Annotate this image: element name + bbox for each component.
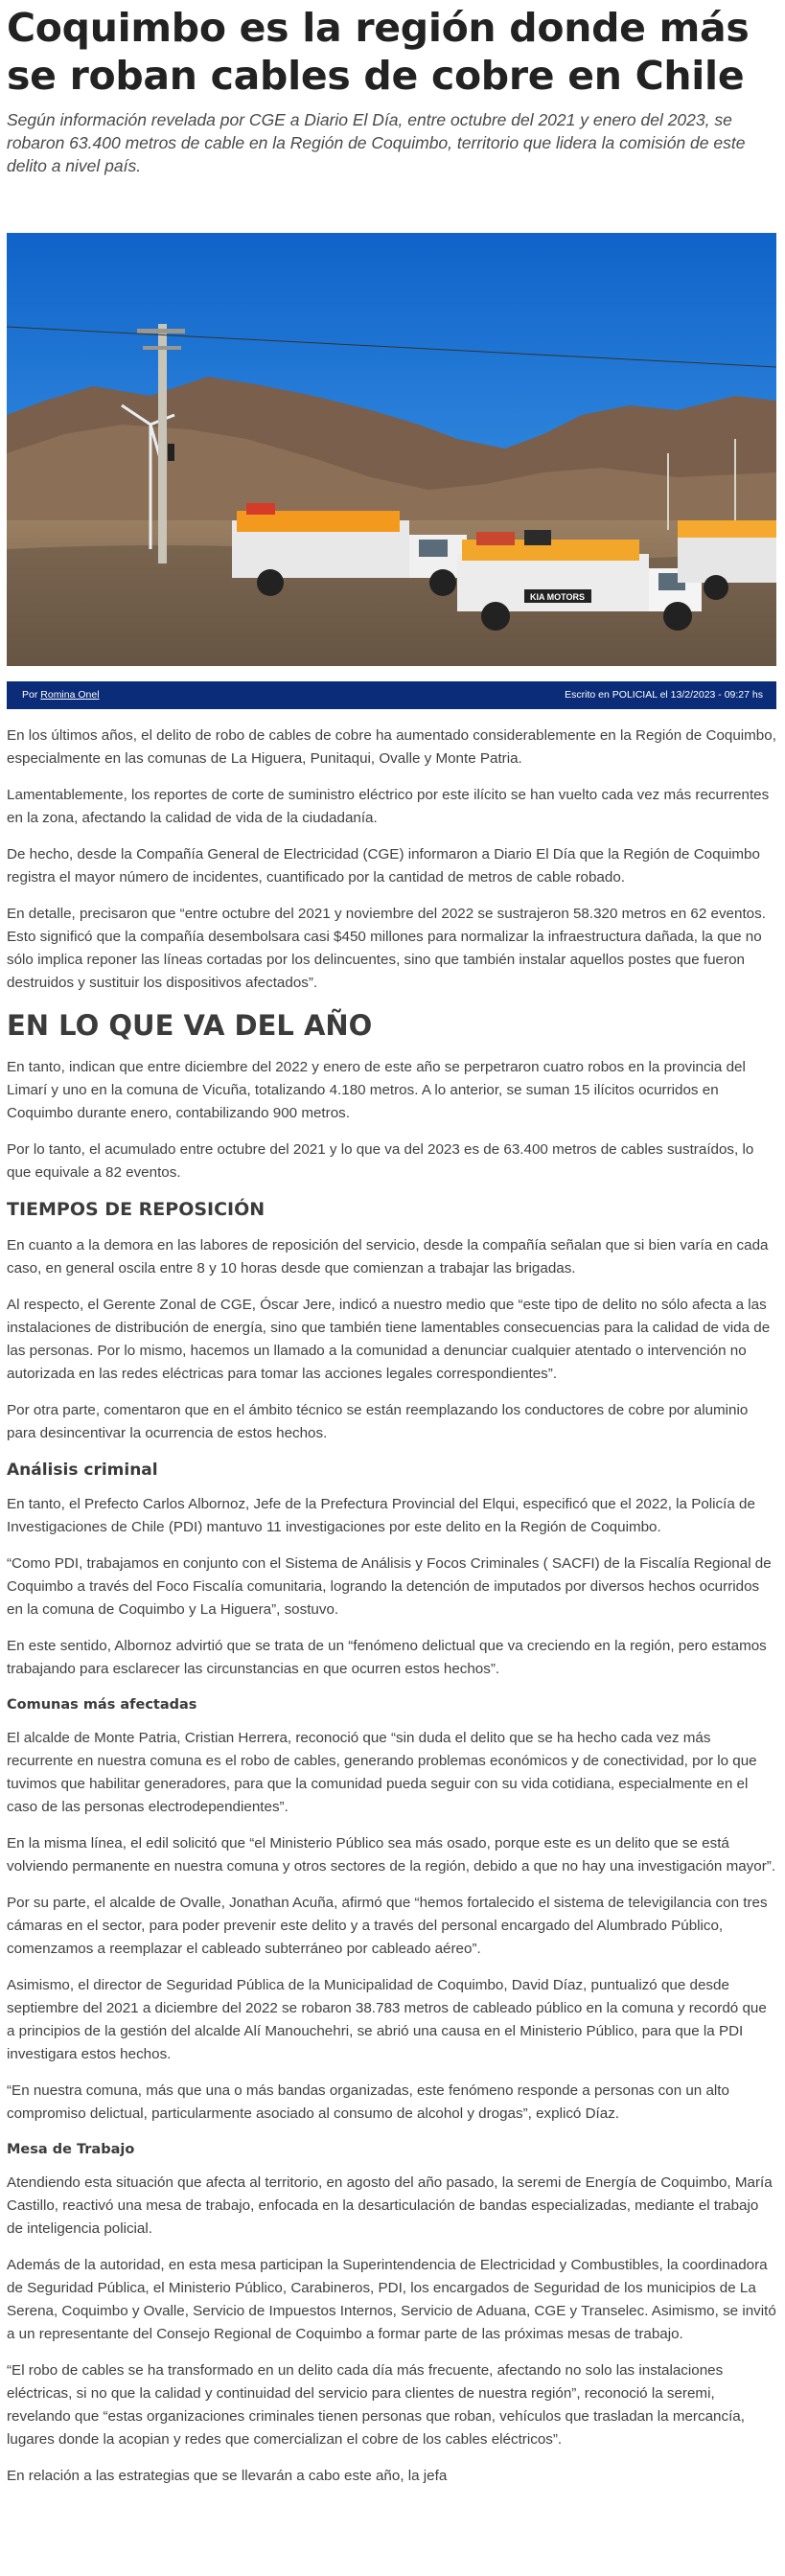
paragraph: El alcalde de Monte Patria, Cristian Herrera, reconoció que “sin duda el delito que se ha hecho cada vez más recurrente en nuestra comuna es el robo de cables, generando problemas económicos y de conectividad, por lo que tuvimos que habilitar generadores, para que la comunidad pueda seguir con su vida cotidiana, especialmente en el caso de las personas electrodependientes”. — [7, 1730, 757, 1815]
article — [7, 0, 776, 2484]
paragraph: Al respecto, el Gerente Zonal de CGE, Óscar Jere, indicó a nuestro medio que “este tipo de delito no sólo afecta a las instalaciones de distribución de energía, sino que también tiene lamentables consecuencias para la calidad de vida de las personas. Por lo mismo, hacemos un llamado a la comunidad a denunciar cualquier atentado o intervención no autorizada en las redes eléctricas para tomar las acciones legales correspondientes”. — [7, 1297, 771, 1382]
paragraph: En detalle, precisaron que “entre octubre del 2021 y noviembre del 2022 se sustrajeron 58.320 metros en 62 eventos. Esto significó que la compañía desembolsara casi $450 millones para normalizar la infraestructura dañada, la que no sólo implica reponer las líneas cortadas por los delincuentes, sino que también instalar aquellos postes que fueron destruidos y sustituir los dispositivos afectados”. — [7, 906, 766, 991]
article-title: Coquimbo es la región donde más se roban cables de cobre en Chile — [7, 5, 750, 99]
article-lead: Según información revelada por CGE a Diario El Día, entre octubre del 2021 y enero del 2023, se robaron 63.400 metros de cable en la Región de Coquimbo, territorio que lidera la comisión de este delito a nivel país. — [7, 110, 746, 175]
section-heading: TIEMPOS DE REPOSICIÓN — [7, 1199, 266, 1220]
paragraph: Por otra parte, comentaron que en el ámbito técnico se están reemplazando los conductores de cobre por aluminio para desincentivar la ocurrencia de estos hechos. — [7, 1402, 749, 1441]
author-link[interactable]: Romina Onel — [40, 689, 100, 701]
paragraph: En cuanto a la demora en las labores de reposición del servicio, desde la compañía señalan que si bien varía en cada caso, en general oscila entre 8 y 10 horas desde que comienzan a trabajar las brigadas. — [7, 1237, 769, 1276]
paragraph: En este sentido, Albornoz advirtió que se trata de un “fenómeno delictual que va creciendo en la región, pero estamos trabajando para esclarecer las circunstancias en que ocurren estos hechos”. — [7, 1638, 767, 1677]
article-body — [7, 724, 776, 2501]
paragraph: En tanto, indican que entre diciembre del 2022 y enero de este año se perpetraron cuatro robos en la provincia del Limarí y uno en la comuna de Vicuña, totalizando 4.180 metros. A lo anterior, se suman 15 ilícitos ocurridos en Coquimbo durante enero, contabilizando 900 metros. — [7, 1059, 746, 1121]
article-photo[interactable] — [7, 233, 776, 666]
section-heading: Comunas más afectadas — [7, 1697, 197, 1713]
photo-scene — [7, 233, 776, 666]
paragraph: “Como PDI, trabajamos en conjunto con el Sistema de Análisis y Focos Criminales ( SACFI) de la Fiscalía Regional de Coquimbo a través del Foco Fiscalía comunitaria, logrando la detención de imputados por diversos hechos ocurridos en la comuna de Coquimbo y La Higuera”, sostuvo. — [7, 1555, 772, 1618]
paragraph: En tanto, el Prefecto Carlos Albornoz, Jefe de la Prefectura Provincial del Elqui, especificó que el 2022, la Policía de Investigaciones de Chile (PDI) mantuvo 11 investigaciones por este delito en la Región de Coquimbo. — [7, 1496, 755, 1535]
paragraph: Asimismo, el director de Seguridad Pública de la Municipalidad de Coquimbo, David Díaz, puntualizó que desde septiembre del 2021 a diciembre del 2022 se robaron 38.783 metros de cableado público en la comuna y recordó que a principios de la gestión del alcalde Alí Manouchehri, se abrió una causa en el Ministerio Público, para que la PDI investigara estos hechos. — [7, 1977, 767, 2062]
photo-credit-bar — [7, 681, 776, 709]
paragraph: “En nuestra comuna, más que una o más bandas organizadas, este fenómeno responde a personas con un alto compromiso delictual, particularmente asociado al consumo de alcohol y drogas”, explicó Díaz. — [7, 2082, 729, 2122]
paragraph: Atendiendo esta situación que afecta al territorio, en agosto del año pasado, la seremi de Energía de Coquimbo, María Castillo, reactivó una mesa de trabajo, enfocada en la desarticulación de bandas especializadas, mediante el trabajo de inteligencia policial. — [7, 2174, 773, 2237]
publish-info: Escrito en POLICIAL el 13/2/2023 - 09:27 hs — [565, 689, 763, 701]
paragraph: Además de la autoridad, en esta mesa participan la Superintendencia de Electricidad y Combustibles, la coordinadora de Seguridad Pública, el Ministerio Público, Carabineros, PDI, los encargados de Seguridad de los municipios de La Serena, Coquimbo y Ovalle, Servicio de Impuestos Internos, Servicio de Aduana, CGE y Transelec. Asimismo, se invitó a un representante del Consejo Regional de Coquimbo a formar parte de las próximas mesas de trabajo. — [7, 2257, 776, 2342]
author-byline — [22, 681, 100, 709]
by-label: Por — [22, 689, 38, 701]
paragraph: De hecho, desde la Compañía General de Electricidad (CGE) informaron a Diario El Día que la Región de Coquimbo registra el mayor número de incidentes, cuantificado por la cantidad de metros de cable robado. — [7, 846, 760, 886]
paragraph: Por su parte, el alcalde de Ovalle, Jonathan Acuña, afirmó que “hemos fortalecido el sistema de televigilancia con tres cámaras en el sector, para poder prevenir este delito y a través del personal encargado del Alumbrado Público, comenzamos a reemplazar el cableado subterráneo por cableado aéreo”. — [7, 1895, 768, 1957]
paragraph: En relación a las estrategias que se llevarán a cabo este año, la jefa — [7, 2468, 448, 2484]
paragraph: En los últimos años, el delito de robo de cables de cobre ha aumentado considerablemente en la Región de Coquimbo, especialmente en las comunas de La Higuera, Punitaqui, Ovalle y Monte Patria. — [7, 727, 776, 767]
section-heading: Mesa de Trabajo — [7, 2142, 135, 2157]
section-heading: EN LO QUE VA DEL AÑO — [7, 1009, 373, 1042]
section-heading: Análisis criminal — [7, 1460, 158, 1480]
truck-label: KIA MOTORS — [530, 592, 586, 602]
paragraph: “El robo de cables se ha transformado en un delito cada día más frecuente, afectando no solo las instalaciones eléctricas, si no que la calidad y continuidad del servicio para clientes de nuestra región”, reconoció la seremi, revelando que “estas organizaciones criminales tienen personas que roban, vehículos que trasladan la mercancía, lugares donde la acopian y redes que comercializan el cobre de los cables eléctricos”. — [7, 2362, 745, 2448]
paragraph: Por lo tanto, el acumulado entre octubre del 2021 y lo que va del 2023 es de 63.400 metros de cables sustraídos, lo que equivale a 82 eventos. — [7, 1141, 754, 1181]
paragraph: En la misma línea, el edil solicitó que “el Ministerio Público sea más osado, porque este es un delito que se está volviendo permanente en nuestra comuna y otros sectores de la región, debido a que no hay una investigación mayor”. — [7, 1835, 776, 1874]
paragraph: Lamentablemente, los reportes de corte de suministro eléctrico por este ilícito se han vuelto cada vez más recurrentes en la zona, afectando la calidad de vida de la ciudadanía. — [7, 787, 770, 826]
